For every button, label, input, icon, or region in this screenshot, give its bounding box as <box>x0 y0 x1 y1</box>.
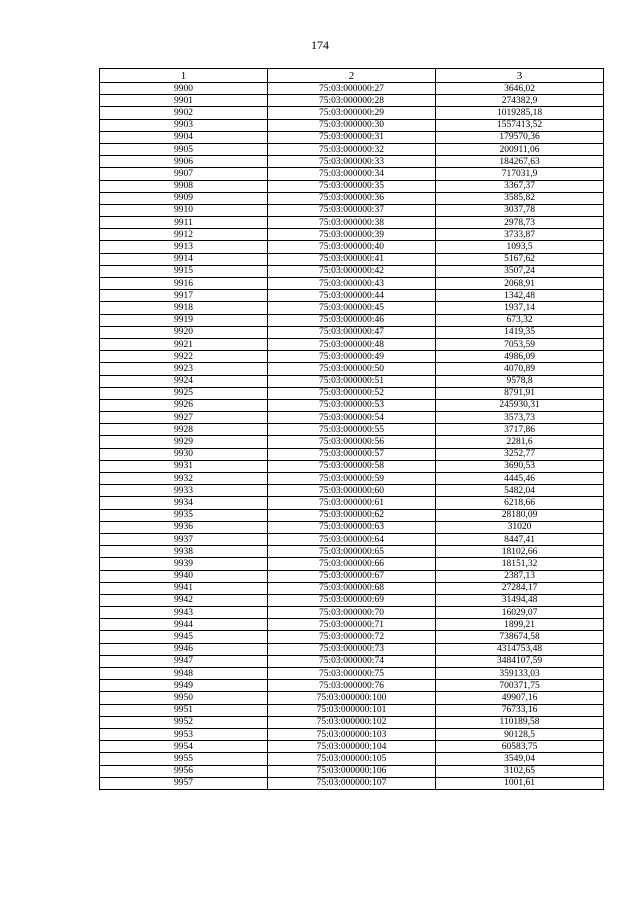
row-number-cell: 9955 <box>100 753 268 765</box>
row-number-cell: 9946 <box>100 643 268 655</box>
value-cell: 3037,78 <box>436 204 604 216</box>
value-cell: 60583,75 <box>436 741 604 753</box>
row-number-cell: 9922 <box>100 351 268 363</box>
row-number-cell: 9933 <box>100 485 268 497</box>
cadastral-number-cell: 75:03:000000:27 <box>268 83 436 95</box>
table-row <box>100 180 604 192</box>
row-number-cell: 9903 <box>100 119 268 131</box>
value-cell: 4070,89 <box>436 363 604 375</box>
table-row <box>100 753 604 765</box>
cadastral-number-cell: 75:03:000000:52 <box>268 387 436 399</box>
row-number-cell: 9900 <box>100 83 268 95</box>
value-cell: 4445,46 <box>436 473 604 485</box>
cadastral-number-cell: 75:03:000000:34 <box>268 168 436 180</box>
cadastral-number-cell: 75:03:000000:76 <box>268 680 436 692</box>
value-cell: 184267,63 <box>436 156 604 168</box>
data-table <box>99 68 604 790</box>
cadastral-number-cell: 75:03:000000:73 <box>268 643 436 655</box>
table-row <box>100 131 604 143</box>
column-header-2: 2 <box>268 69 436 83</box>
table-row <box>100 107 604 119</box>
value-cell: 9578,8 <box>436 375 604 387</box>
cadastral-number-cell: 75:03:000000:49 <box>268 351 436 363</box>
cadastral-number-cell: 75:03:000000:75 <box>268 668 436 680</box>
cadastral-number-cell: 75:03:000000:54 <box>268 412 436 424</box>
value-cell: 7053,59 <box>436 338 604 350</box>
cadastral-number-cell: 75:03:000000:57 <box>268 448 436 460</box>
value-cell: 717031,9 <box>436 168 604 180</box>
cadastral-number-cell: 75:03:000000:33 <box>268 156 436 168</box>
row-number-cell: 9928 <box>100 424 268 436</box>
table-row <box>100 278 604 290</box>
row-number-cell: 9924 <box>100 375 268 387</box>
cadastral-number-cell: 75:03:000000:70 <box>268 607 436 619</box>
cadastral-number-cell: 75:03:000000:59 <box>268 473 436 485</box>
table-row <box>100 156 604 168</box>
row-number-cell: 9947 <box>100 655 268 667</box>
value-cell: 3690,53 <box>436 460 604 472</box>
table-row <box>100 302 604 314</box>
cadastral-number-cell: 75:03:000000:43 <box>268 278 436 290</box>
row-number-cell: 9942 <box>100 594 268 606</box>
row-number-cell: 9906 <box>100 156 268 168</box>
cadastral-number-cell: 75:03:000000:100 <box>268 692 436 704</box>
row-number-cell: 9904 <box>100 131 268 143</box>
row-number-cell: 9911 <box>100 217 268 229</box>
value-cell: 27284,17 <box>436 582 604 594</box>
row-number-cell: 9913 <box>100 241 268 253</box>
row-number-cell: 9915 <box>100 265 268 277</box>
row-number-cell: 9954 <box>100 741 268 753</box>
cadastral-number-cell: 75:03:000000:32 <box>268 143 436 155</box>
value-cell: 1001,61 <box>436 777 604 789</box>
value-cell: 3717,86 <box>436 424 604 436</box>
value-cell: 31494,48 <box>436 594 604 606</box>
cadastral-number-cell: 75:03:000000:31 <box>268 131 436 143</box>
value-cell: 18151,32 <box>436 558 604 570</box>
row-number-cell: 9916 <box>100 278 268 290</box>
cadastral-number-cell: 75:03:000000:56 <box>268 436 436 448</box>
cadastral-number-cell: 75:03:000000:36 <box>268 192 436 204</box>
row-number-cell: 9949 <box>100 680 268 692</box>
table-row <box>100 582 604 594</box>
cadastral-number-cell: 75:03:000000:47 <box>268 326 436 338</box>
row-number-cell: 9948 <box>100 668 268 680</box>
row-number-cell: 9956 <box>100 765 268 777</box>
row-number-cell: 9941 <box>100 582 268 594</box>
table-row <box>100 497 604 509</box>
value-cell: 3367,37 <box>436 180 604 192</box>
row-number-cell: 9944 <box>100 619 268 631</box>
cadastral-number-cell: 75:03:000000:72 <box>268 631 436 643</box>
value-cell: 1937,14 <box>436 302 604 314</box>
table-row <box>100 375 604 387</box>
row-number-cell: 9938 <box>100 546 268 558</box>
value-cell: 31020 <box>436 521 604 533</box>
value-cell: 76733,16 <box>436 704 604 716</box>
row-number-cell: 9940 <box>100 570 268 582</box>
value-cell: 90128,5 <box>436 728 604 740</box>
row-number-cell: 9917 <box>100 290 268 302</box>
value-cell: 1557413,52 <box>436 119 604 131</box>
table-row <box>100 655 604 667</box>
table-row <box>100 777 604 789</box>
value-cell: 2978,73 <box>436 217 604 229</box>
value-cell: 3733,87 <box>436 229 604 241</box>
table-header-row <box>100 69 604 83</box>
value-cell: 359133,03 <box>436 668 604 680</box>
value-cell: 3585,82 <box>436 192 604 204</box>
row-number-cell: 9935 <box>100 509 268 521</box>
row-number-cell: 9929 <box>100 436 268 448</box>
value-cell: 2068,91 <box>436 278 604 290</box>
row-number-cell: 9951 <box>100 704 268 716</box>
row-number-cell: 9919 <box>100 314 268 326</box>
value-cell: 179570,36 <box>436 131 604 143</box>
table-row <box>100 631 604 643</box>
table-row <box>100 229 604 241</box>
cadastral-number-cell: 75:03:000000:46 <box>268 314 436 326</box>
cadastral-number-cell: 75:03:000000:55 <box>268 424 436 436</box>
table-row <box>100 521 604 533</box>
table-row <box>100 363 604 375</box>
cadastral-number-cell: 75:03:000000:29 <box>268 107 436 119</box>
row-number-cell: 9921 <box>100 338 268 350</box>
value-cell: 110189,58 <box>436 716 604 728</box>
cadastral-number-cell: 75:03:000000:101 <box>268 704 436 716</box>
value-cell: 5482,04 <box>436 485 604 497</box>
value-cell: 4314753,48 <box>436 643 604 655</box>
row-number-cell: 9912 <box>100 229 268 241</box>
table-row <box>100 509 604 521</box>
value-cell: 200911,06 <box>436 143 604 155</box>
table-row <box>100 143 604 155</box>
cadastral-number-cell: 75:03:000000:53 <box>268 399 436 411</box>
cadastral-number-cell: 75:03:000000:60 <box>268 485 436 497</box>
table-row <box>100 204 604 216</box>
value-cell: 2387,13 <box>436 570 604 582</box>
row-number-cell: 9920 <box>100 326 268 338</box>
cadastral-number-cell: 75:03:000000:37 <box>268 204 436 216</box>
row-number-cell: 9923 <box>100 363 268 375</box>
value-cell: 3252,77 <box>436 448 604 460</box>
table-row <box>100 594 604 606</box>
cadastral-number-cell: 75:03:000000:42 <box>268 265 436 277</box>
value-cell: 245930,31 <box>436 399 604 411</box>
cadastral-number-cell: 75:03:000000:51 <box>268 375 436 387</box>
cadastral-number-cell: 75:03:000000:38 <box>268 217 436 229</box>
cadastral-number-cell: 75:03:000000:105 <box>268 753 436 765</box>
value-cell: 3646,02 <box>436 83 604 95</box>
row-number-cell: 9908 <box>100 180 268 192</box>
cadastral-number-cell: 75:03:000000:107 <box>268 777 436 789</box>
value-cell: 274382,9 <box>436 95 604 107</box>
cadastral-number-cell: 75:03:000000:71 <box>268 619 436 631</box>
row-number-cell: 9914 <box>100 253 268 265</box>
value-cell: 700371,75 <box>436 680 604 692</box>
table-row <box>100 448 604 460</box>
table-row <box>100 95 604 107</box>
value-cell: 8447,41 <box>436 533 604 545</box>
table-row <box>100 253 604 265</box>
value-cell: 18102,66 <box>436 546 604 558</box>
column-header-3: 3 <box>436 69 604 83</box>
table-row <box>100 668 604 680</box>
row-number-cell: 9934 <box>100 497 268 509</box>
table-row <box>100 692 604 704</box>
table-row <box>100 436 604 448</box>
row-number-cell: 9936 <box>100 521 268 533</box>
cadastral-number-cell: 75:03:000000:106 <box>268 765 436 777</box>
value-cell: 2281,6 <box>436 436 604 448</box>
value-cell: 3102,65 <box>436 765 604 777</box>
row-number-cell: 9925 <box>100 387 268 399</box>
cadastral-number-cell: 75:03:000000:41 <box>268 253 436 265</box>
table-row <box>100 741 604 753</box>
table-row <box>100 338 604 350</box>
table-row <box>100 241 604 253</box>
table-row <box>100 473 604 485</box>
row-number-cell: 9945 <box>100 631 268 643</box>
cadastral-number-cell: 75:03:000000:62 <box>268 509 436 521</box>
table-row <box>100 351 604 363</box>
column-header-1: 1 <box>100 69 268 83</box>
row-number-cell: 9901 <box>100 95 268 107</box>
row-number-cell: 9937 <box>100 533 268 545</box>
table-row <box>100 680 604 692</box>
cadastral-number-cell: 75:03:000000:28 <box>268 95 436 107</box>
row-number-cell: 9952 <box>100 716 268 728</box>
table-row <box>100 570 604 582</box>
row-number-cell: 9907 <box>100 168 268 180</box>
table-row <box>100 424 604 436</box>
table-row <box>100 704 604 716</box>
value-cell: 1019285,18 <box>436 107 604 119</box>
row-number-cell: 9930 <box>100 448 268 460</box>
table-row <box>100 558 604 570</box>
table-row <box>100 619 604 631</box>
cadastral-number-cell: 75:03:000000:45 <box>268 302 436 314</box>
row-number-cell: 9931 <box>100 460 268 472</box>
row-number-cell: 9918 <box>100 302 268 314</box>
cadastral-number-cell: 75:03:000000:64 <box>268 533 436 545</box>
cadastral-number-cell: 75:03:000000:35 <box>268 180 436 192</box>
table-row <box>100 387 604 399</box>
row-number-cell: 9932 <box>100 473 268 485</box>
table-row <box>100 192 604 204</box>
value-cell: 3507,24 <box>436 265 604 277</box>
table-row <box>100 546 604 558</box>
table-row <box>100 265 604 277</box>
table-row <box>100 168 604 180</box>
cadastral-number-cell: 75:03:000000:48 <box>268 338 436 350</box>
value-cell: 49907,16 <box>436 692 604 704</box>
value-cell: 1093,5 <box>436 241 604 253</box>
cadastral-number-cell: 75:03:000000:102 <box>268 716 436 728</box>
cadastral-number-cell: 75:03:000000:67 <box>268 570 436 582</box>
table-row <box>100 399 604 411</box>
cadastral-number-cell: 75:03:000000:69 <box>268 594 436 606</box>
value-cell: 738674,58 <box>436 631 604 643</box>
cadastral-number-cell: 75:03:000000:44 <box>268 290 436 302</box>
cadastral-number-cell: 75:03:000000:58 <box>268 460 436 472</box>
table-row <box>100 326 604 338</box>
cadastral-number-cell: 75:03:000000:104 <box>268 741 436 753</box>
table-row <box>100 728 604 740</box>
cadastral-number-cell: 75:03:000000:63 <box>268 521 436 533</box>
cadastral-number-cell: 75:03:000000:68 <box>268 582 436 594</box>
row-number-cell: 9910 <box>100 204 268 216</box>
row-number-cell: 9950 <box>100 692 268 704</box>
value-cell: 5167,62 <box>436 253 604 265</box>
row-number-cell: 9927 <box>100 412 268 424</box>
cadastral-number-cell: 75:03:000000:61 <box>268 497 436 509</box>
cadastral-number-cell: 75:03:000000:30 <box>268 119 436 131</box>
table-row <box>100 412 604 424</box>
value-cell: 1899,21 <box>436 619 604 631</box>
table-body <box>100 83 604 790</box>
cadastral-number-cell: 75:03:000000:50 <box>268 363 436 375</box>
table-row <box>100 83 604 95</box>
table-row <box>100 119 604 131</box>
table-row <box>100 765 604 777</box>
cadastral-number-cell: 75:03:000000:40 <box>268 241 436 253</box>
page-number: 174 <box>311 38 329 52</box>
table-row <box>100 314 604 326</box>
value-cell: 673,32 <box>436 314 604 326</box>
value-cell: 3549,04 <box>436 753 604 765</box>
value-cell: 8791,91 <box>436 387 604 399</box>
row-number-cell: 9943 <box>100 607 268 619</box>
value-cell: 3484107,59 <box>436 655 604 667</box>
value-cell: 3573,73 <box>436 412 604 424</box>
row-number-cell: 9902 <box>100 107 268 119</box>
value-cell: 1342,48 <box>436 290 604 302</box>
table-row <box>100 485 604 497</box>
table-row <box>100 533 604 545</box>
row-number-cell: 9953 <box>100 728 268 740</box>
value-cell: 1419,35 <box>436 326 604 338</box>
row-number-cell: 9957 <box>100 777 268 789</box>
table-row <box>100 716 604 728</box>
cadastral-number-cell: 75:03:000000:66 <box>268 558 436 570</box>
cadastral-number-cell: 75:03:000000:39 <box>268 229 436 241</box>
table-row <box>100 643 604 655</box>
table-row <box>100 290 604 302</box>
value-cell: 16029,07 <box>436 607 604 619</box>
row-number-cell: 9939 <box>100 558 268 570</box>
table-row <box>100 217 604 229</box>
value-cell: 6218,66 <box>436 497 604 509</box>
row-number-cell: 9909 <box>100 192 268 204</box>
row-number-cell: 9926 <box>100 399 268 411</box>
cadastral-number-cell: 75:03:000000:74 <box>268 655 436 667</box>
cadastral-number-cell: 75:03:000000:103 <box>268 728 436 740</box>
value-cell: 28180,09 <box>436 509 604 521</box>
value-cell: 4986,09 <box>436 351 604 363</box>
table-row <box>100 460 604 472</box>
cadastral-number-cell: 75:03:000000:65 <box>268 546 436 558</box>
row-number-cell: 9905 <box>100 143 268 155</box>
table-row <box>100 607 604 619</box>
